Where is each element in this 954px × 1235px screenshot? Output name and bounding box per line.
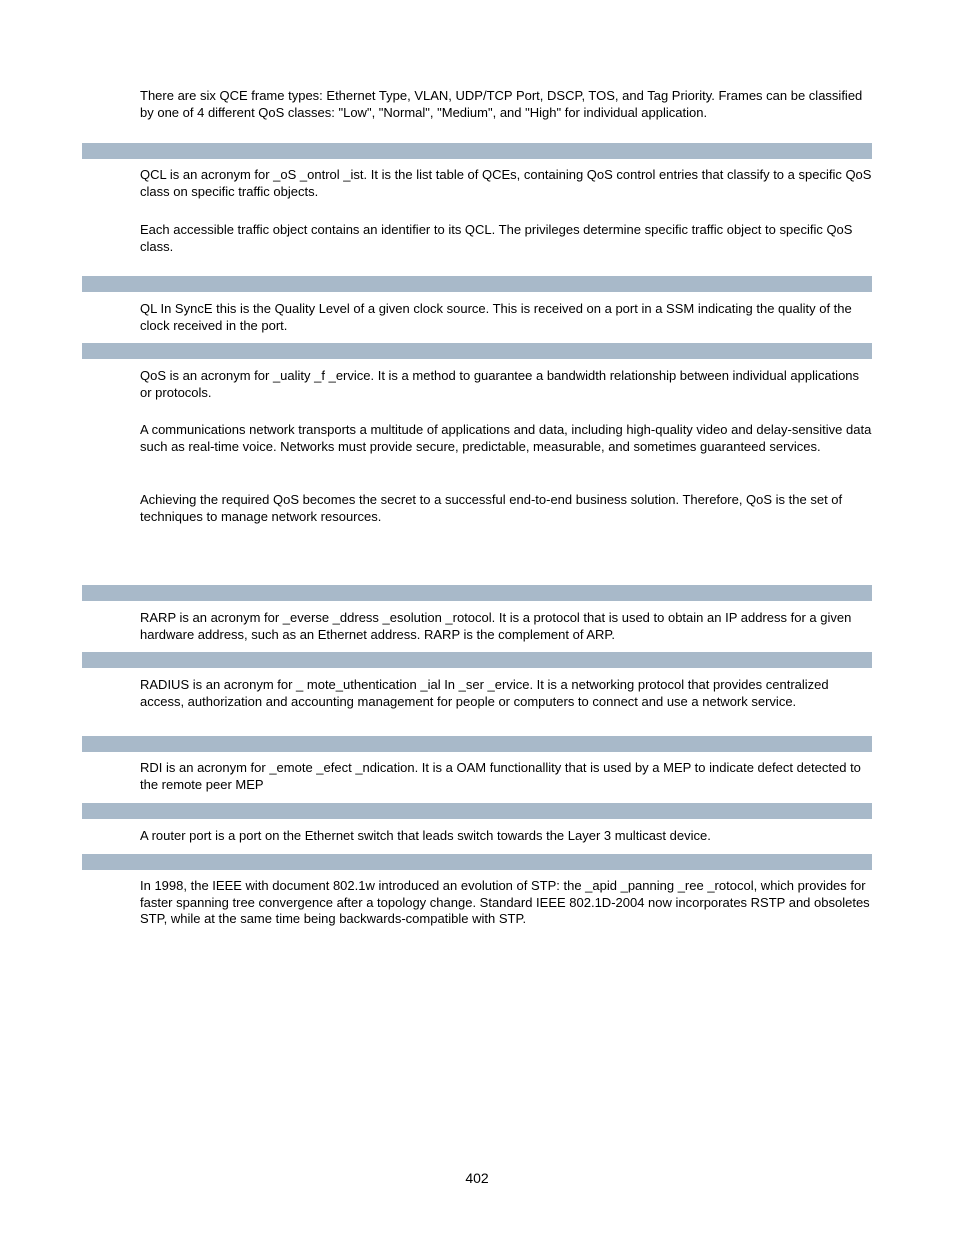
section-header-bar-rdi [82,736,872,752]
qcl-definition-paragraph: QCL is an acronym for _oS _ontrol _ist. It is the list table of QCEs, containing QoS control entries that classify to a specific QoS class on specific traffic objects. [140,167,872,199]
qce-types-paragraph: There are six QCE frame types: Ethernet Type, VLAN, UDP/TCP Port, DSCP, TOS, and Tag Priority. Frames can be classified by one of 4 different QoS classes: "Low", "Normal", "Medium", and "High" for individual application. [140,88,863,120]
rdi-definition-paragraph: RDI is an acronym for _emote _efect _ndication. It is a OAM functionallity that is used by a MEP to indicate defect detected to the remote peer MEP [140,760,861,792]
router-port-paragraph: A router port is a port on the Ethernet switch that leads switch towards the Layer 3 multicast device. [140,828,711,843]
section-header-bar-radius [82,652,872,668]
section-header-bar-qos [82,343,872,359]
section-header-bar-rstp [82,854,872,870]
qcl-privileges-paragraph: Each accessible traffic object contains an identifier to its QCL. The privileges determine specific traffic object to specific QoS class. [140,222,853,254]
rstp-definition-paragraph: In 1998, the IEEE with document 802.1w introduced an evolution of STP: the _apid _panning _ree _rotocol, which provides for faster spanning tree convergence after a topology change. Standard IEEE 802.1D-2004 now incorporates RSTP and obsoletes STP, while at the same time being backwards-compatible with STP. [140,878,870,927]
radius-definition-paragraph: RADIUS is an acronym for _ mote_uthentication _ial In _ser _ervice. It is a networking protocol that provides centralized access, authorization and accounting management for people or computers to connect and use a network service. [140,677,829,709]
rarp-definition-paragraph: RARP is an acronym for _everse _ddress _esolution _rotocol. It is a protocol that is used to obtain an IP address for a given hardware address, such as an Ethernet address. RARP is the complement of ARP. [140,610,852,642]
qos-techniques-paragraph: Achieving the required QoS becomes the secret to a successful end-to-end business solution. Therefore, QoS is the set of techniques to manage network resources. [140,492,843,524]
section-header-bar-ql [82,276,872,292]
section-header-bar-router-port [82,803,872,819]
section-header-bar-qcl [82,143,872,159]
section-header-bar-rarp [82,585,872,601]
qos-definition-paragraph: QoS is an acronym for _uality _f _ervice. It is a method to guarantee a bandwidth relationship between individual applications or protocols. [140,368,860,400]
qos-network-paragraph: A communications network transports a multitude of applications and data, including high-quality video and delay-sensitive data such as real-time voice. Networks must provide secure, predictable, measurable, and sometimes guaranteed services. [140,422,872,454]
ql-definition-paragraph: QL In SyncE this is the Quality Level of a given clock source. This is received on a port in a SSM indicating the quality of the clock received in the port. [140,301,852,333]
page-number: 402 [465,1170,489,1186]
